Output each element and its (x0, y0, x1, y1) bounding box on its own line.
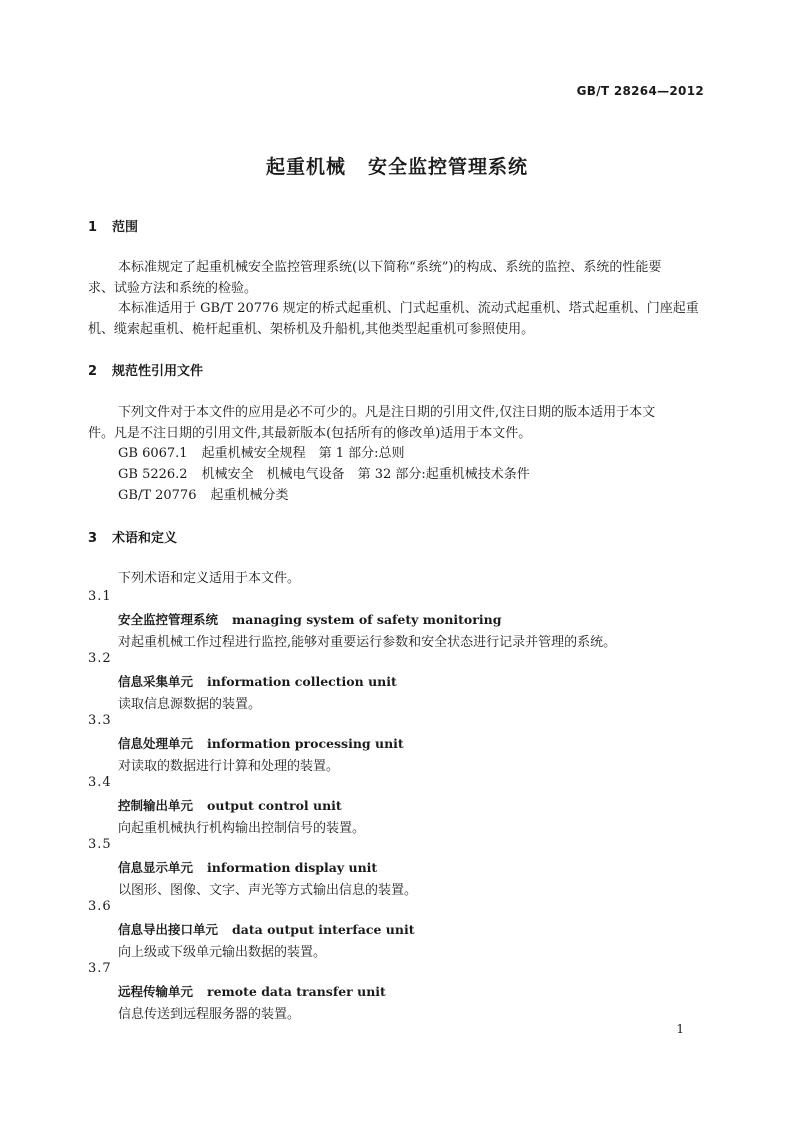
term-definition: 对起重机械工作过程进行监控,能够对重要运行参数和安全状态进行记录并管理的系统。 (118, 635, 617, 650)
section-number: 1 (88, 220, 98, 235)
term-definition: 读取信息源数据的装置。 (118, 697, 262, 712)
section-number: 3 (88, 531, 98, 546)
reference-item (118, 464, 530, 485)
term-name-zh: 信息采集单元 (118, 674, 194, 689)
term-number: 3.2 (88, 651, 112, 666)
term-number: 3.5 (88, 837, 112, 852)
term-name-en: information processing unit (207, 736, 404, 751)
scope-para-2-line-2: 机、缆索起重机、桅杆起重机、架桥机及升船机,其他类型起重机可参照使用。 (88, 322, 535, 337)
terms-intro: 下列术语和定义适用于本文件。 (118, 571, 301, 586)
term-definition: 向起重机械执行机构输出控制信号的装置。 (118, 821, 366, 836)
document-title (0, 152, 794, 179)
term-number: 3.3 (88, 713, 112, 728)
reference-code: GB 6067.1 (118, 446, 188, 461)
term-number: 3.6 (88, 899, 112, 914)
reference-code: GB/T 20776 (118, 488, 197, 503)
title-part-1: 起重机械 (265, 156, 346, 178)
scope-para-1-line-1: 本标准规定了起重机械安全监控管理系统(以下简称“系统”)的构成、系统的监控、系统的性能要 (118, 260, 662, 275)
section-title: 规范性引用文件 (112, 364, 204, 379)
term-name-zh: 控制输出单元 (118, 798, 194, 813)
page-number: 1 (676, 1022, 684, 1036)
section-1-heading (88, 216, 138, 235)
term-number: 3.4 (88, 775, 112, 790)
term-name-en: managing system of safety monitoring (232, 612, 502, 627)
term-name-en: information display unit (207, 860, 378, 875)
term-name-zh: 远程传输单元 (118, 984, 194, 999)
term-name (118, 858, 377, 876)
term-name (118, 610, 501, 628)
term-name-en: output control unit (207, 798, 342, 813)
standard-code: GB/T 28264—2012 (576, 84, 704, 98)
term-definition: 以图形、图像、文字、声光等方式输出信息的装置。 (118, 883, 418, 898)
scope-para-2-line-1: 本标准适用于 GB/T 20776 规定的桥式起重机、门式起重机、流动式起重机、塔式起重机、门座起重 (118, 301, 699, 316)
refs-para-line-1: 下列文件对于本文件的应用是必不可少的。凡是注日期的引用文件,仅注日期的版本适用于本文 (118, 405, 656, 420)
reference-title: 起重机械分类 (210, 488, 289, 503)
scope-para-1-line-2: 求、试验方法和系统的检验。 (88, 281, 258, 296)
term-definition: 对读取的数据进行计算和处理的装置。 (118, 759, 340, 774)
term-name-zh: 信息显示单元 (118, 860, 194, 875)
term-name (118, 920, 414, 938)
term-definition: 信息传送到远程服务器的装置。 (118, 1007, 301, 1022)
term-name-zh: 信息导出接口单元 (118, 922, 219, 937)
term-name-en: information collection unit (207, 674, 397, 689)
section-title: 术语和定义 (112, 531, 178, 546)
reference-code: GB 5226.2 (118, 467, 188, 482)
term-name-en: remote data transfer unit (207, 984, 386, 999)
reference-item (118, 443, 404, 464)
term-number: 3.7 (88, 961, 112, 976)
term-name-zh: 信息处理单元 (118, 736, 194, 751)
term-name (118, 796, 342, 814)
term-name (118, 734, 404, 752)
term-definition: 向上级或下级单元输出数据的装置。 (118, 945, 327, 960)
refs-para-line-2: 件。凡是不注日期的引用文件,其最新版本(包括所有的修改单)适用于本文件。 (88, 426, 532, 441)
term-name (118, 982, 386, 1000)
term-name-zh: 安全监控管理系统 (118, 612, 219, 627)
reference-title: 起重机械安全规程 第 1 部分:总则 (201, 446, 405, 461)
section-number: 2 (88, 364, 98, 379)
title-part-2: 安全监控管理系统 (368, 156, 529, 178)
term-name-en: data output interface unit (232, 922, 415, 937)
section-2-heading (88, 360, 203, 379)
section-3-heading (88, 527, 177, 546)
reference-item (118, 485, 289, 506)
section-title: 范围 (112, 220, 139, 235)
term-name (118, 672, 397, 690)
reference-title: 机械安全 机械电气设备 第 32 部分:起重机械技术条件 (201, 467, 530, 482)
term-number: 3.1 (88, 589, 112, 604)
